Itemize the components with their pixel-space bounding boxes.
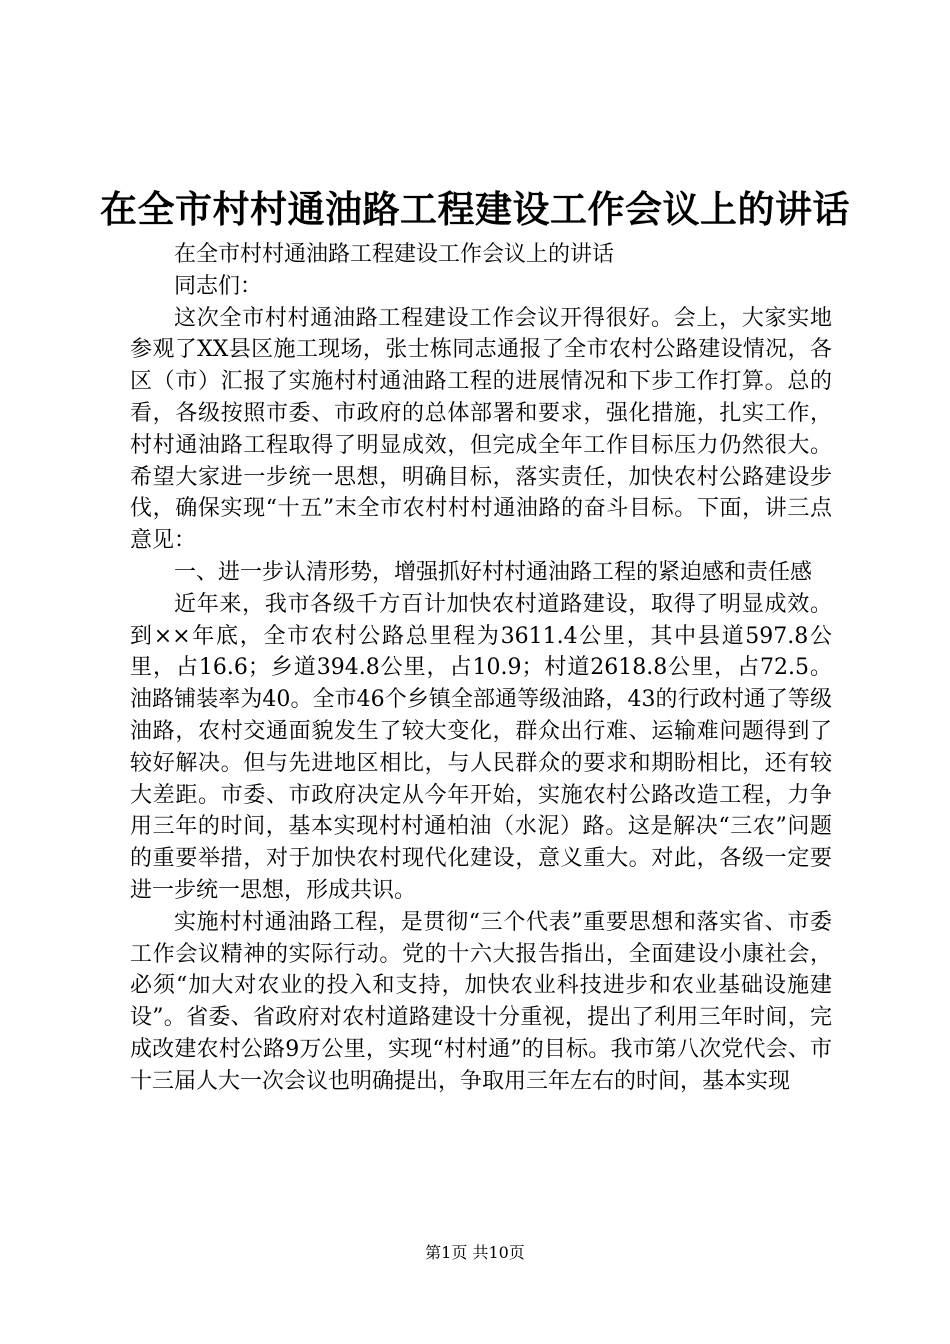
document-title: 在全市村村通油路工程建设工作会议上的讲话 [100, 188, 850, 231]
paragraph-opening: 这次全市村村通油路工程建设工作会议开得很好。会上，大家实地参观了XX县区施工现场，张士栋同志通报了全市农村公路建设情况，各区（市）汇报了实施村村通油路工程的进展情况和下步工作打算。总的看，各级按照市委、市政府的总体部署和要求，强化措施，扎实工作，村村通油路工程取得了明显成效，但完成全年工作目标压力仍然很大。希望大家进一步统一思想，明确目标，落实责任，加快农村公路建设步伐，确保实现“十五”末全市农村村村通油路的奋斗目标。下面，讲三点意见： [130, 305, 832, 554]
paragraph-policy: 实施村村通油路工程，是贯彻“三个代表”重要思想和落实省、市委工作会议精神的实际行动。党的十六大报告指出，全面建设小康社会，必须“加大对农业的投入和支持，加快农业科技进步和农业基础设施建设”。省委、省政府对农村道路建设十分重视，提出了利用三年时间，完成改建农村公路9万公里，实现“村村通”的目标。我市第八次党代会、市十三届人大一次会议也明确提出，争取用三年左右的时间，基本实现 [130, 909, 832, 1094]
paragraph-salutation: 同志们： [174, 273, 263, 299]
page-footer: 第1页 共10页 [425, 1243, 525, 1262]
paragraph-road-status: 近年来，我市各级千方百计加快农村道路建设，取得了明显成效。到××年底，全市农村公路总里程为3611.4公里，其中县道597.8公里，占16.6；乡道394.8公里，占10.9；村道2618.8公里，占72.5。油路铺装率为40。全市46个乡镇全部通等级油路，43的行政村通了等级油路，农村交通面貌发生了较大变化，群众出行难、运输难问题得到了较好解决。但与先进地区相比，与人民群众的要求和期盼相比，还有较大差距。市委、市政府决定从今年开始，实施农村公路改造工程，力争用三年的时间，基本实现村村通柏油（水泥）路。这是解决“三农”问题的重要举措，对于加快农村现代化建设，意义重大。对此，各级一定要进一步统一思想，形成共识。 [130, 591, 832, 903]
section-heading-1: 一、进一步认清形势，增强抓好村村通油路工程的紧迫感和责任感 [174, 559, 813, 585]
paragraph-subtitle: 在全市村村通油路工程建设工作会议上的讲话 [174, 242, 615, 267]
document-body [130, 239, 832, 1098]
